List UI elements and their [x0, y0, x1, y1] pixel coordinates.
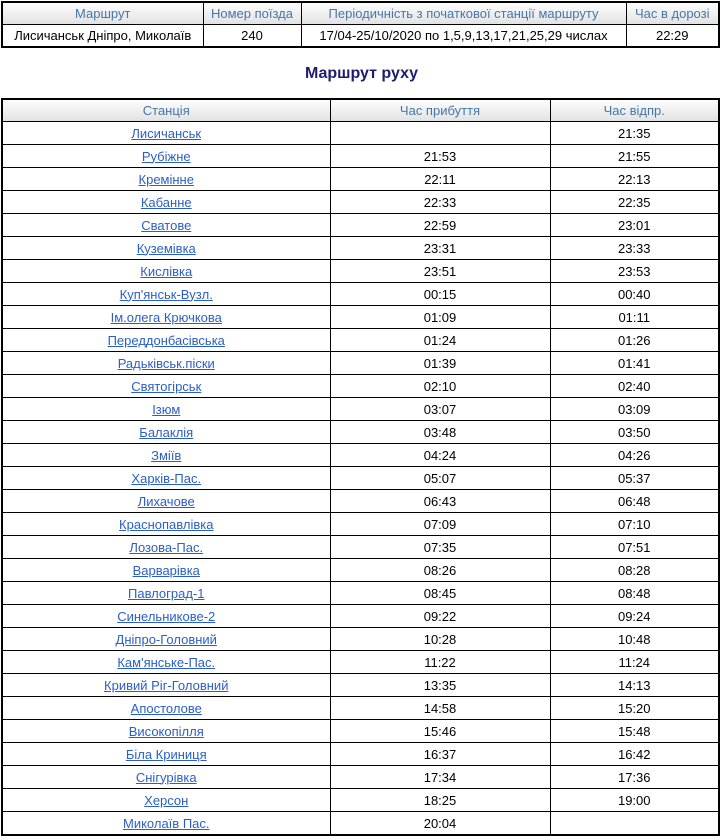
station-link[interactable]: Лихачове: [137, 493, 195, 509]
station-link[interactable]: Рубіжне: [141, 148, 191, 164]
station-cell: [2, 628, 330, 651]
summary-header-train-number: Номер поїзда: [203, 2, 301, 25]
departure-time-cell: 14:13: [550, 674, 719, 697]
summary-train-number-value: 240: [203, 25, 301, 48]
station-cell: [2, 720, 330, 743]
station-link[interactable]: Краснопавлівка: [119, 516, 214, 532]
table-row: [2, 720, 719, 743]
departure-time-cell: 19:00: [550, 789, 719, 812]
arrival-time-cell: 09:22: [330, 605, 550, 628]
table-row: [2, 191, 719, 214]
station-link[interactable]: Переддонбасівська: [107, 332, 225, 348]
table-row: [2, 766, 719, 789]
station-cell: [2, 145, 330, 168]
summary-value-row: [2, 25, 719, 48]
departure-time-cell: 04:26: [550, 444, 719, 467]
station-link[interactable]: Снігурівка: [135, 769, 197, 785]
table-row: [2, 789, 719, 812]
station-cell: [2, 490, 330, 513]
station-link[interactable]: Куземівка: [136, 240, 196, 256]
station-link[interactable]: Варварівка: [132, 562, 200, 578]
table-row: [2, 421, 719, 444]
table-row: [2, 582, 719, 605]
table-row: [2, 674, 719, 697]
arrival-time-cell: 01:24: [330, 329, 550, 352]
table-row: [2, 122, 719, 145]
departure-time-cell: 23:01: [550, 214, 719, 237]
arrival-time-cell: 08:45: [330, 582, 550, 605]
table-row: [2, 490, 719, 513]
table-row: [2, 145, 719, 168]
station-cell: [2, 214, 330, 237]
table-row: [2, 812, 719, 836]
station-link[interactable]: Апостолове: [130, 700, 202, 716]
arrival-time-cell: 13:35: [330, 674, 550, 697]
table-row: [2, 651, 719, 674]
station-cell: [2, 697, 330, 720]
page-title: Маршрут руху: [304, 65, 419, 82]
station-cell: [2, 283, 330, 306]
arrival-time-cell: 00:15: [330, 283, 550, 306]
summary-route-value: Лисичанськ Дніпро, Миколаїв: [2, 25, 203, 48]
station-cell: [2, 444, 330, 467]
departure-time-cell: 06:48: [550, 490, 719, 513]
train-summary-table: [1, 1, 720, 48]
departure-time-cell: 08:48: [550, 582, 719, 605]
station-link[interactable]: Кабанне: [140, 194, 192, 210]
departure-time-cell: 07:10: [550, 513, 719, 536]
departure-time-cell: 01:41: [550, 352, 719, 375]
station-cell: [2, 191, 330, 214]
schedule-header-row: [2, 99, 719, 122]
arrival-time-cell: 22:11: [330, 168, 550, 191]
station-cell: [2, 559, 330, 582]
departure-time-cell: 22:35: [550, 191, 719, 214]
station-cell: [2, 306, 330, 329]
station-cell: [2, 605, 330, 628]
station-link[interactable]: Кам'янське-Пас.: [117, 654, 216, 670]
table-row: [2, 628, 719, 651]
summary-header-route: Маршрут: [2, 2, 203, 25]
station-cell: [2, 766, 330, 789]
station-link[interactable]: Ізюм: [152, 401, 181, 417]
station-cell: [2, 237, 330, 260]
arrival-time-cell: 08:26: [330, 559, 550, 582]
station-cell: [2, 398, 330, 421]
station-link[interactable]: Кремінне: [138, 171, 194, 187]
station-cell: [2, 421, 330, 444]
arrival-time-cell: 07:35: [330, 536, 550, 559]
station-cell: [2, 674, 330, 697]
station-cell: [2, 260, 330, 283]
station-cell: [2, 651, 330, 674]
departure-time-cell: 23:33: [550, 237, 719, 260]
arrival-time-cell: 04:24: [330, 444, 550, 467]
station-link[interactable]: Херсон: [144, 792, 189, 808]
station-link[interactable]: Кривий Ріг-Головний: [104, 677, 229, 693]
departure-time-cell: 21:55: [550, 145, 719, 168]
arrival-time-cell: 22:59: [330, 214, 550, 237]
arrival-time-cell: 07:09: [330, 513, 550, 536]
arrival-time-cell: 03:07: [330, 398, 550, 421]
station-link[interactable]: Лисичанськ: [131, 125, 202, 141]
station-link[interactable]: Сватове: [141, 217, 192, 233]
station-cell: [2, 329, 330, 352]
table-row: [2, 306, 719, 329]
departure-time-cell: 07:51: [550, 536, 719, 559]
station-link[interactable]: Ім.олега Крючкова: [110, 309, 222, 325]
station-cell: [2, 743, 330, 766]
station-link[interactable]: Біла Криниця: [125, 746, 207, 762]
summary-header-row: [2, 2, 719, 25]
arrival-time-cell: 17:34: [330, 766, 550, 789]
arrival-time-cell: [330, 122, 550, 145]
table-row: [2, 283, 719, 306]
station-link[interactable]: Дніпро-Головний: [115, 631, 217, 647]
arrival-time-cell: 02:10: [330, 375, 550, 398]
departure-time-cell: 03:09: [550, 398, 719, 421]
table-row: [2, 260, 719, 283]
table-row: [2, 743, 719, 766]
station-link[interactable]: Кислівка: [140, 263, 193, 279]
departure-time-cell: 22:13: [550, 168, 719, 191]
arrival-time-cell: 01:39: [330, 352, 550, 375]
station-cell: [2, 812, 330, 836]
arrival-time-cell: 10:28: [330, 628, 550, 651]
arrival-time-cell: 11:22: [330, 651, 550, 674]
summary-periodicity-value: 17/04-25/10/2020 по 1,5,9,13,17,21,25,29 числах: [301, 25, 626, 48]
departure-time-cell: 08:28: [550, 559, 719, 582]
station-link[interactable]: Синельникове-2: [117, 608, 216, 624]
table-row: [2, 329, 719, 352]
arrival-time-cell: 21:53: [330, 145, 550, 168]
route-schedule-table: [1, 98, 720, 836]
arrival-time-cell: 03:48: [330, 421, 550, 444]
arrival-time-cell: 14:58: [330, 697, 550, 720]
departure-time-cell: 23:53: [550, 260, 719, 283]
departure-time-cell: [550, 812, 719, 836]
departure-time-cell: 21:35: [550, 122, 719, 145]
station-cell: [2, 467, 330, 490]
station-link[interactable]: Святогірськ: [131, 378, 202, 394]
arrival-time-cell: 06:43: [330, 490, 550, 513]
station-cell: [2, 168, 330, 191]
departure-time-cell: 01:26: [550, 329, 719, 352]
departure-time-cell: 02:40: [550, 375, 719, 398]
departure-time-cell: 01:11: [550, 306, 719, 329]
departure-time-cell: 15:48: [550, 720, 719, 743]
table-row: [2, 237, 719, 260]
table-row: [2, 467, 719, 490]
arrival-time-cell: 18:25: [330, 789, 550, 812]
arrival-time-cell: 20:04: [330, 812, 550, 836]
station-link[interactable]: Радьківськ.піски: [117, 355, 215, 371]
table-row: [2, 513, 719, 536]
departure-time-cell: 10:48: [550, 628, 719, 651]
schedule-header-departure: Час відпр.: [550, 99, 719, 122]
table-row: [2, 168, 719, 191]
departure-time-cell: 15:20: [550, 697, 719, 720]
departure-time-cell: 05:37: [550, 467, 719, 490]
departure-time-cell: 00:40: [550, 283, 719, 306]
table-row: [2, 214, 719, 237]
arrival-time-cell: 01:09: [330, 306, 550, 329]
station-link[interactable]: Куп'янськ-Вузл.: [119, 286, 213, 302]
table-row: [2, 697, 719, 720]
station-link[interactable]: Балаклія: [139, 424, 194, 440]
schedule-header-station: Станція: [2, 99, 330, 122]
arrival-time-cell: 23:31: [330, 237, 550, 260]
station-link[interactable]: Павлоград-1: [128, 585, 205, 601]
table-row: [2, 536, 719, 559]
schedule-header-arrival: Час прибуття: [330, 99, 550, 122]
departure-time-cell: 09:24: [550, 605, 719, 628]
station-cell: [2, 789, 330, 812]
summary-header-periodicity: Періодичність з початкової станції маршруту: [301, 2, 626, 25]
station-cell: [2, 513, 330, 536]
table-row: [2, 605, 719, 628]
station-link[interactable]: Зміїв: [151, 447, 182, 463]
summary-travel-time-value: 22:29: [626, 25, 719, 48]
station-cell: [2, 536, 330, 559]
table-row: [2, 444, 719, 467]
summary-header-travel-time: Час в дорозі: [626, 2, 719, 25]
station-link[interactable]: Лозова-Пас.: [129, 539, 204, 555]
departure-time-cell: 17:36: [550, 766, 719, 789]
station-cell: [2, 122, 330, 145]
arrival-time-cell: 23:51: [330, 260, 550, 283]
station-link[interactable]: Миколаїв Пас.: [123, 815, 210, 831]
station-link[interactable]: Високопілля: [128, 723, 204, 739]
station-cell: [2, 375, 330, 398]
departure-time-cell: 11:24: [550, 651, 719, 674]
departure-time-cell: 03:50: [550, 421, 719, 444]
arrival-time-cell: 15:46: [330, 720, 550, 743]
arrival-time-cell: 05:07: [330, 467, 550, 490]
table-row: [2, 375, 719, 398]
arrival-time-cell: 16:37: [330, 743, 550, 766]
table-row: [2, 398, 719, 421]
table-row: [2, 559, 719, 582]
table-row: [2, 352, 719, 375]
station-cell: [2, 582, 330, 605]
station-cell: [2, 352, 330, 375]
departure-time-cell: 16:42: [550, 743, 719, 766]
station-link[interactable]: Харків-Пас.: [131, 470, 202, 486]
arrival-time-cell: 22:33: [330, 191, 550, 214]
schedule-table-body: [2, 122, 719, 836]
